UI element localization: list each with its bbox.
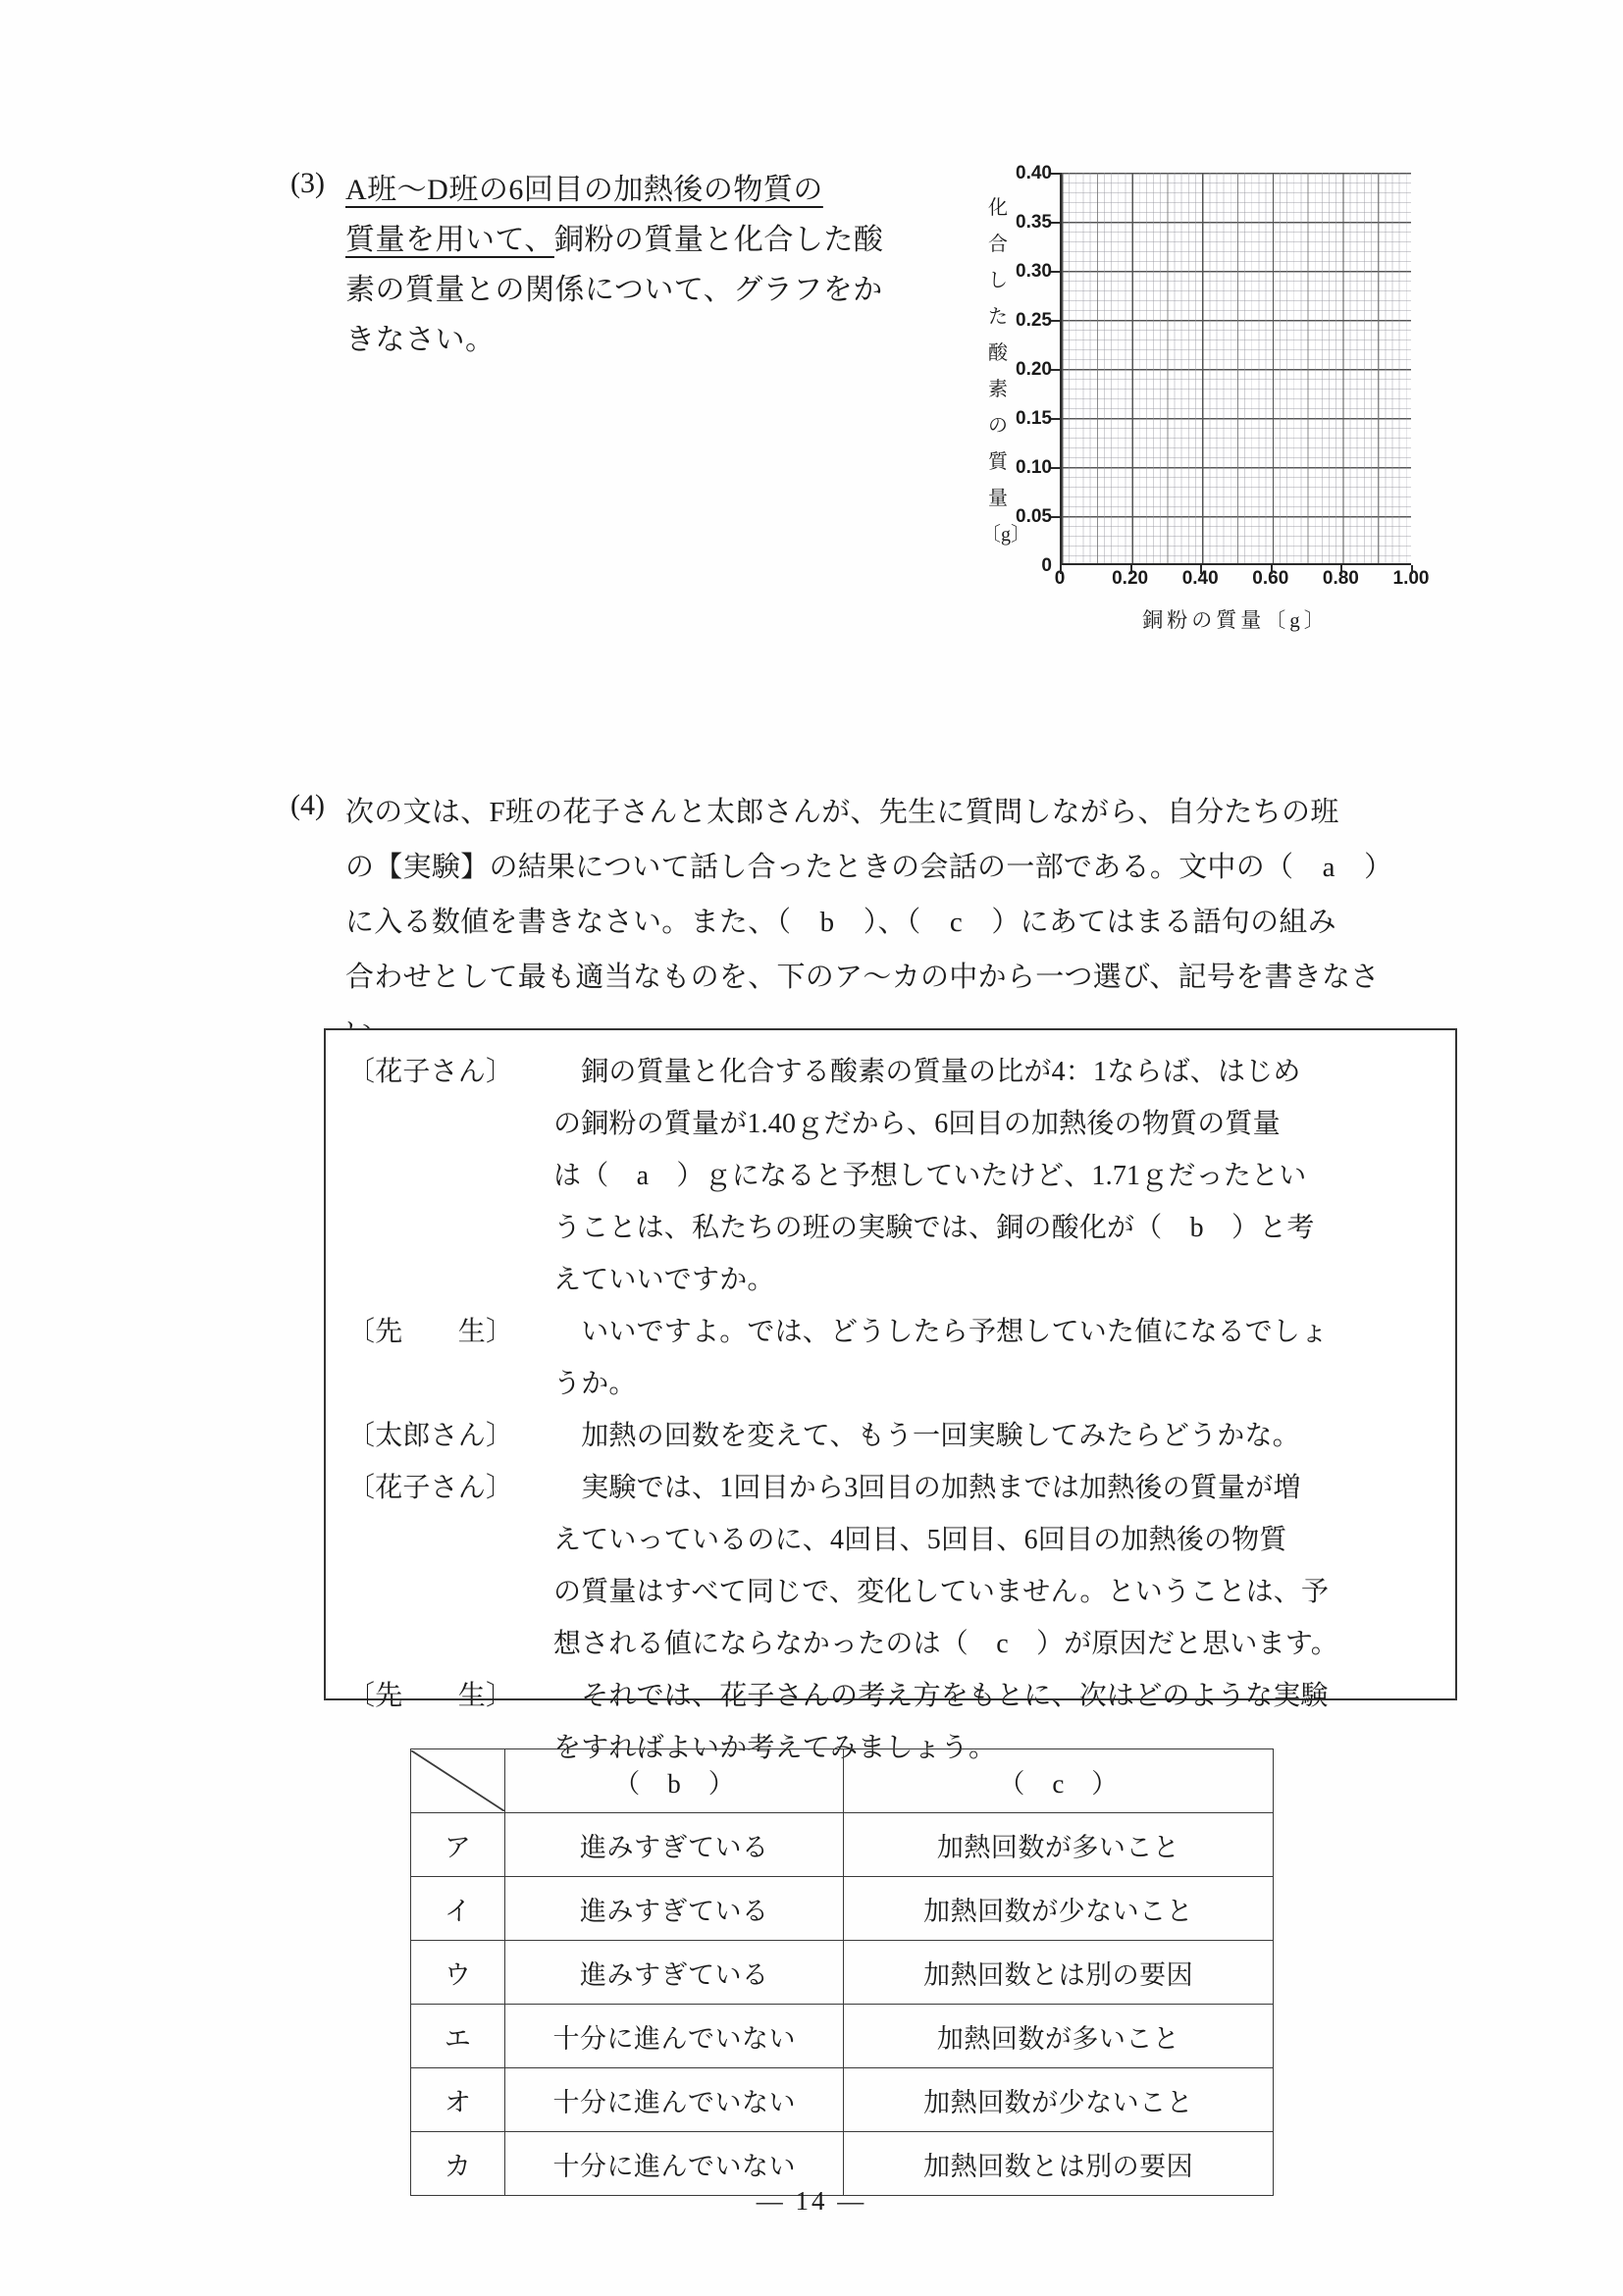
dialogue-turn: [326, 1462, 1455, 1670]
y-tick-mark-0.10: [1051, 467, 1060, 469]
x-tick-label-0: 0: [1054, 568, 1066, 589]
graph-y-axis-title: [981, 190, 1030, 553]
choice-b-value: 十分に進んでいない: [505, 2132, 844, 2196]
choice-symbol: イ: [411, 1877, 505, 1941]
dialogue-speaker: 〔先 生〕: [347, 1317, 514, 1347]
dialogue-utterance-line: 加熱の回数を変えて、もう一回実験してみたらどうかな。: [553, 1421, 1300, 1451]
question-3-line-2: [345, 215, 938, 265]
dialogue-speaker: 〔花子さん〕: [347, 1057, 514, 1087]
page-number: — 14 —: [756, 2186, 867, 2216]
y-axis-title-char-7: 質: [988, 451, 1008, 473]
table-row[interactable]: [411, 2068, 1274, 2132]
dialogue-utterance-line: 想される値にならなかったのは（ c ）が原因だと思います。: [553, 1629, 1338, 1659]
question-4-line-2: の【実験】の結果について話し合ったときの会話の一部である。文中の（ a ）: [345, 852, 1393, 883]
x-tick-mark-0: [1060, 565, 1062, 574]
dialogue-box: [324, 1028, 1457, 1763]
y-axis-title-unit: 〔g〕: [981, 524, 1030, 546]
graph-x-axis-title: 銅粉の質量〔g〕: [1142, 608, 1329, 632]
question-4-line-3: に入る数値を書きなさい。また、（ b ）、（ c ）にあてはまる語句の組み: [345, 907, 1336, 938]
choice-symbol: ア: [411, 1813, 505, 1877]
question-3-line-2-tail: 銅粉の質量と化合した酸: [553, 224, 884, 256]
choice-symbol: カ: [411, 2132, 505, 2196]
dialogue-utterance: [553, 1462, 1455, 1670]
question-3-line-1: A班〜D班の6回目の加熱後の物質の: [345, 174, 823, 206]
graph-plot-wrapper: [1016, 163, 1430, 589]
y-tick-mark-0.40: [1051, 173, 1060, 175]
x-tick-mark-0.60: [1271, 565, 1273, 574]
dialogue-utterance-line: それでは、花子さんの考え方をもとに、次はどのような実験: [553, 1681, 1329, 1711]
choice-c-value: 加熱回数が多いこと: [844, 2005, 1274, 2068]
answer-graph-figure: [981, 163, 1433, 732]
y-tick-label-0.35: 0.35: [1016, 212, 1052, 233]
y-axis-title-char-2: し: [988, 270, 1008, 291]
question-4-line-1: 次の文は、F班の花子さんと太郎さんが、先生に質問しながら、自分たちの班: [345, 797, 1339, 828]
dialogue-speaker: 〔先 生〕: [347, 1681, 514, 1711]
y-tick-label-0.10: 0.10: [1016, 457, 1052, 478]
dialogue-utterance-line: 実験では、1回目から3回目の加熱までは加熱後の質量が増: [553, 1473, 1301, 1503]
question-4-line-4: 合わせとして最も適当なものを、下のア〜カの中から一つ選び、記号を書きなさ: [345, 962, 1380, 993]
question-4: [290, 785, 1458, 1060]
dialogue-turn: [326, 1410, 1455, 1462]
choice-symbol: オ: [411, 2068, 505, 2132]
choice-b-value: 進みすぎている: [505, 1813, 844, 1877]
x-tick-label-0.60: 0.60: [1252, 568, 1289, 589]
question-3-line-4: きなさい。: [345, 324, 496, 356]
question-3-number: (3): [290, 167, 325, 199]
dialogue-speaker: 〔花子さん〕: [347, 1473, 514, 1503]
y-axis-title-char-0: 化: [988, 197, 1008, 219]
choice-c-value: 加熱回数が多いこと: [844, 1813, 1274, 1877]
y-tick-label-0: 0: [1041, 555, 1052, 576]
x-tick-label-0.80: 0.80: [1322, 568, 1359, 589]
choice-b-value: 十分に進んでいない: [505, 2068, 844, 2132]
y-tick-label-0.05: 0.05: [1016, 506, 1052, 527]
y-axis-title-char-6: の: [988, 415, 1008, 437]
choice-symbol: エ: [411, 2005, 505, 2068]
x-tick-mark-0.40: [1200, 565, 1202, 574]
choice-c-value: 加熱回数とは別の要因: [844, 2132, 1274, 2196]
question-3: [290, 165, 938, 365]
graph-grid-area[interactable]: [1060, 173, 1411, 565]
y-axis-title-char-4: 酸: [988, 342, 1008, 364]
y-axis-title-char-5: 素: [988, 379, 1008, 400]
dialogue-utterance: [553, 1046, 1455, 1306]
choice-c-value: 加熱回数が少ないこと: [844, 1877, 1274, 1941]
y-tick-mark-0.30: [1051, 271, 1060, 273]
diagonal-slash-header-cell: [411, 1749, 505, 1813]
table-row[interactable]: [411, 1877, 1274, 1941]
y-tick-label-0.30: 0.30: [1016, 261, 1052, 282]
question-3-line-3: 素の質量との関係について、グラフをか: [345, 274, 883, 306]
header-cell-b: （ b ）: [505, 1749, 844, 1813]
header-cell-c: （ c ）: [844, 1749, 1274, 1813]
dialogue-utterance-line: えていいですか。: [553, 1265, 775, 1295]
y-tick-label-0.20: 0.20: [1016, 359, 1052, 380]
x-tick-mark-0.80: [1340, 565, 1342, 574]
dialogue-utterance-line: をすればよいか考えてみましょう。: [553, 1733, 997, 1763]
x-tick-label-0.40: 0.40: [1181, 568, 1219, 589]
dialogue-utterance-line: えていっているのに、4回目、5回目、6回目の加熱後の物質: [553, 1525, 1287, 1555]
y-axis-title-char-8: 量: [988, 488, 1008, 509]
choice-b-value: 進みすぎている: [505, 1877, 844, 1941]
choice-c-value: 加熱回数が少ないこと: [844, 2068, 1274, 2132]
dialogue-turn: [326, 1306, 1455, 1410]
choice-b-value: 十分に進んでいない: [505, 2005, 844, 2068]
dialogue-utterance-line: 銅の質量と化合する酸素の質量の比が4：1ならば、はじめ: [553, 1057, 1301, 1087]
dialogue-list: [326, 1030, 1455, 1774]
choice-b-value: 進みすぎている: [505, 1941, 844, 2005]
table-row[interactable]: [411, 1813, 1274, 1877]
y-tick-label-0.15: 0.15: [1016, 408, 1052, 429]
y-axis-title-char-1: 合: [988, 234, 1008, 255]
y-tick-label-0.40: 0.40: [1016, 163, 1052, 183]
dialogue-utterance-line: は（ a ）ｇになると予想していたけど、1.71ｇだったとい: [553, 1161, 1307, 1191]
table-header-row: [411, 1749, 1274, 1813]
x-tick-label-0.20: 0.20: [1112, 568, 1149, 589]
dialogue-speaker: 〔太郎さん〕: [347, 1421, 514, 1451]
y-tick-mark-0.15: [1051, 418, 1060, 420]
y-tick-mark-0.25: [1051, 320, 1060, 322]
question-3-line-2-underlined: 質量を用いて、: [345, 224, 554, 256]
answer-choice-table: [410, 1748, 1274, 2196]
question-3-text: [345, 165, 938, 365]
dialogue-utterance: [553, 1410, 1455, 1462]
choice-symbol: ウ: [411, 1941, 505, 2005]
diagonal-slash-icon: [411, 1750, 504, 1811]
question-4-number: (4): [290, 789, 325, 821]
y-tick-mark-0.05: [1051, 516, 1060, 518]
x-tick-mark-1.00: [1411, 565, 1413, 574]
dialogue-utterance-line: の銅粉の質量が1.40ｇだから、6回目の加熱後の物質の質量: [553, 1109, 1281, 1139]
choice-c-value: 加熱回数とは別の要因: [844, 1941, 1274, 2005]
dialogue-utterance-line: の質量はすべて同じで、変化していません。ということは、予: [553, 1577, 1330, 1607]
dialogue-utterance-line: うことは、私たちの班の実験では、銅の酸化が（ b ）と考: [553, 1213, 1315, 1243]
y-tick-mark-0.35: [1051, 222, 1060, 224]
table-row[interactable]: [411, 2005, 1274, 2068]
x-tick-mark-0.20: [1130, 565, 1132, 574]
dialogue-turn: [326, 1046, 1455, 1306]
y-tick-mark-0.20: [1051, 369, 1060, 371]
question-4-text: [345, 785, 1458, 1060]
y-tick-label-0.25: 0.25: [1016, 310, 1052, 331]
x-tick-label-1.00: 1.00: [1392, 568, 1430, 589]
dialogue-utterance-line: いいですよ。では、どうしたら予想していた値になるでしょ: [553, 1317, 1329, 1347]
dialogue-utterance: [553, 1306, 1455, 1410]
y-axis-title-char-3: た: [988, 306, 1008, 328]
table-row[interactable]: [411, 1941, 1274, 2005]
dialogue-utterance-line: うか。: [553, 1369, 637, 1399]
